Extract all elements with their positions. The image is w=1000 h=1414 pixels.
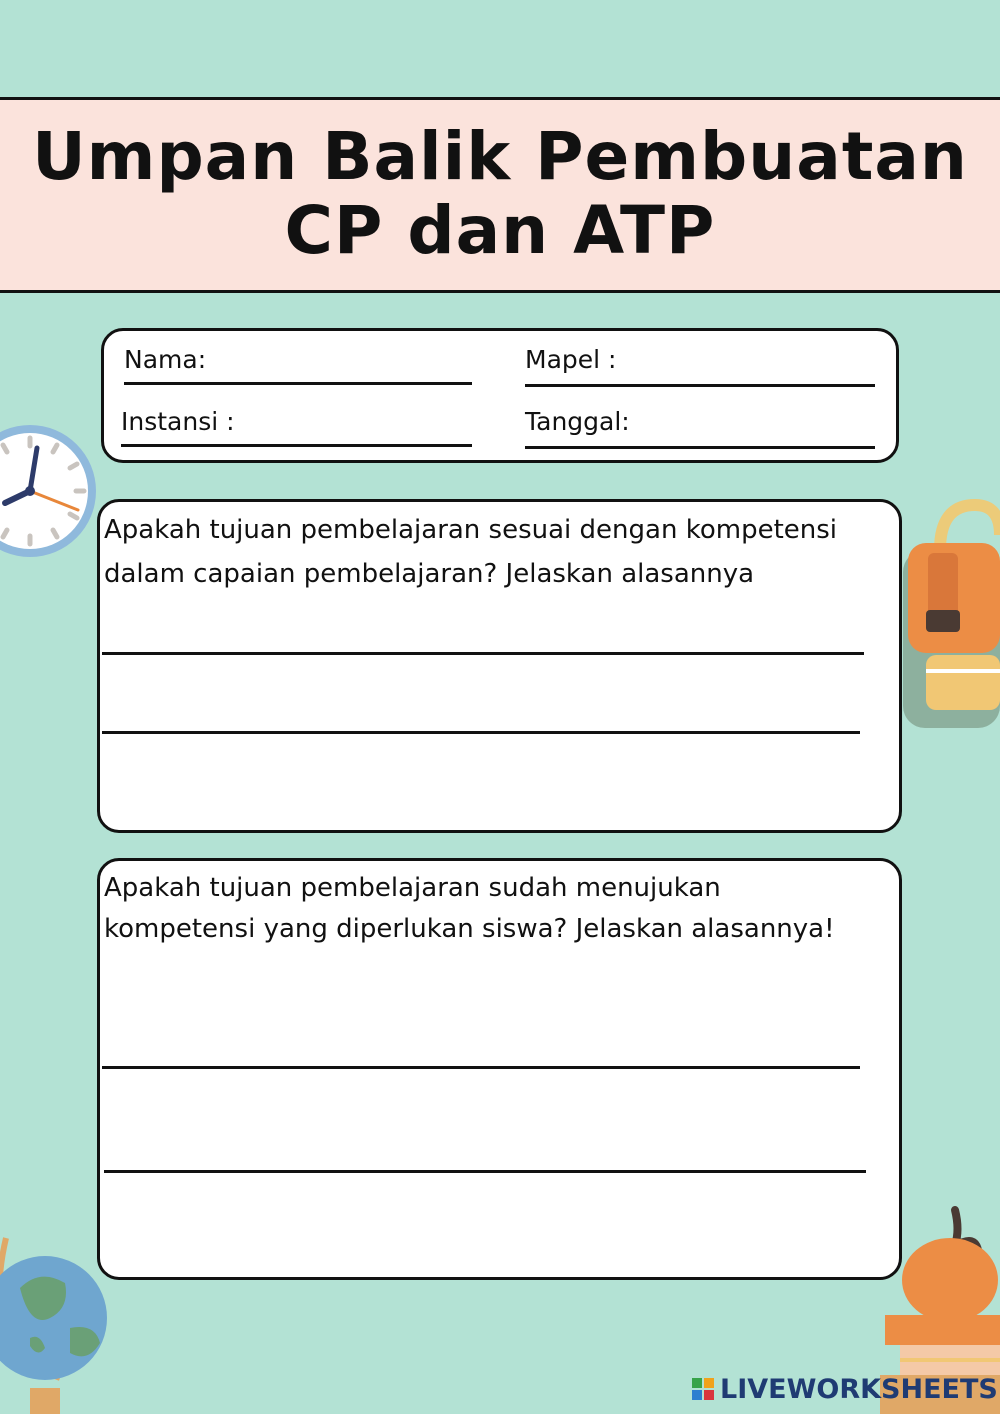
- page-title-line-1: Umpan Balik Pembuatan: [32, 118, 968, 195]
- answer-line-1[interactable]: [102, 652, 864, 655]
- tanggal-field[interactable]: [525, 407, 630, 436]
- watermark-text: LIVEWORKSHEETS: [720, 1373, 998, 1405]
- question-2-line-1: Apakah tujuan pembelajaran sudah menujukan: [104, 873, 721, 903]
- page-title-line-2: CP dan ATP: [284, 192, 716, 269]
- answer-line-4[interactable]: [104, 1170, 866, 1173]
- answer-line-3[interactable]: [102, 1066, 860, 1069]
- question-1-line-1: Apakah tujuan pembelajaran sesuai dengan kompetensi: [104, 515, 838, 545]
- question-1-line-2: dalam capaian pembelajaran? Jelaskan alasannya: [104, 559, 755, 589]
- instansi-underline: [121, 444, 472, 447]
- instansi-field[interactable]: [121, 407, 235, 436]
- liveworksheets-logo[interactable]: [692, 1374, 998, 1404]
- clock-icon: [0, 418, 104, 564]
- question-box-2: [97, 858, 902, 1280]
- question-2-line-2: kompetensi yang diperlukan siswa? Jelaskan alasannya!: [104, 914, 835, 944]
- tanggal-underline: [525, 446, 875, 449]
- nama-field[interactable]: [124, 345, 206, 374]
- mapel-field[interactable]: [525, 345, 616, 374]
- backpack-icon: [900, 495, 1000, 730]
- student-info-box: [101, 328, 899, 463]
- liveworksheets-logo-icon: [692, 1378, 714, 1400]
- globe-icon: [0, 1228, 115, 1414]
- answer-line-2[interactable]: [102, 731, 860, 734]
- mapel-underline: [525, 384, 875, 387]
- question-box-1: [97, 499, 902, 833]
- nama-label: Nama:: [124, 345, 207, 374]
- nama-underline: [124, 382, 472, 385]
- tanggal-label: Tanggal:: [525, 407, 630, 436]
- instansi-label: Instansi :: [121, 407, 235, 436]
- title-banner: [0, 97, 1000, 293]
- mapel-label: Mapel :: [525, 345, 617, 374]
